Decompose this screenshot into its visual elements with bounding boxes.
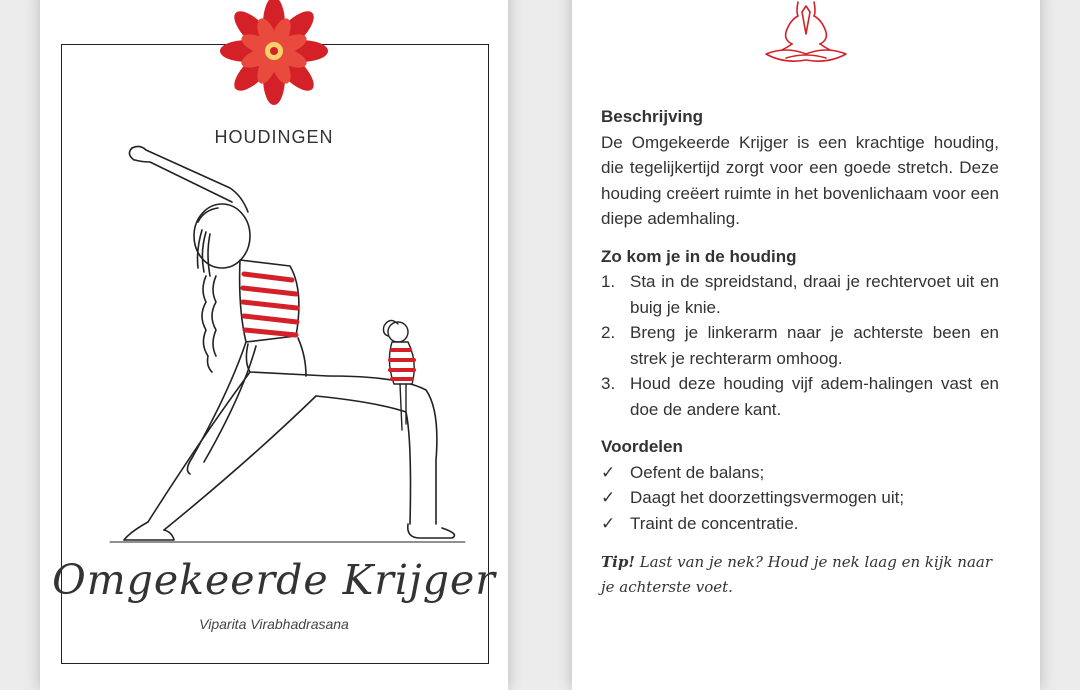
card-content xyxy=(601,104,999,600)
checkmark-icon: ✓ xyxy=(601,488,616,507)
step-number: 1. xyxy=(601,272,616,291)
list-item xyxy=(601,485,999,511)
list-item xyxy=(601,511,999,537)
step-text: Sta in de spreidstand, draai je rechtervoet uit en buig je knie. xyxy=(630,272,999,317)
checkmark-icon: ✓ xyxy=(601,462,616,482)
description-text: De Omgekeerde Krijger is een krachtige houding, die tegelijkertijd zorgt voor een goede stretch. Deze houding creëert ruimte in het bovenlichaam voor een diepe ademhaling. xyxy=(601,132,999,228)
step-number: 3. xyxy=(601,374,616,393)
tip-label: Tip! xyxy=(601,553,635,571)
list-item xyxy=(601,371,999,422)
pose-sanskrit-name: Viparita Virabhadrasana xyxy=(199,616,349,632)
description-heading: Beschrijving xyxy=(601,107,704,126)
checkmark-icon: ✓ xyxy=(601,513,616,533)
list-item xyxy=(601,269,999,320)
benefit-text: Oefent de balans; xyxy=(630,462,765,482)
description-section xyxy=(601,104,999,232)
tip-note xyxy=(601,550,999,600)
steps-list xyxy=(601,269,999,422)
red-flower-icon xyxy=(219,0,329,106)
back-card xyxy=(572,0,1040,690)
step-number: 2. xyxy=(601,323,616,342)
meditation-figure-icon xyxy=(756,0,856,66)
benefits-list xyxy=(601,460,999,537)
steps-heading: Zo kom je in de houding xyxy=(601,246,797,266)
pose-name: Omgekeerde Krijger xyxy=(52,556,496,604)
tip-text: Last van je nek? Houd je nek laag en kijk naar je achterste voet. xyxy=(601,553,992,596)
step-text: Breng je linkerarm naar je achterste been en strek je rechterarm omhoog. xyxy=(630,323,999,368)
parrot-illustration xyxy=(378,312,424,434)
benefit-text: Daagt het doorzettingsvermogen uit; xyxy=(630,488,905,507)
list-item xyxy=(601,460,999,486)
steps-section xyxy=(601,244,999,423)
benefit-text: Traint de concentratie. xyxy=(630,513,799,533)
benefits-section xyxy=(601,434,999,536)
list-item xyxy=(601,320,999,371)
benefits-heading: Voordelen xyxy=(601,437,683,456)
front-card xyxy=(40,0,508,690)
step-text: Houd deze houding vijf adem-halingen vast en doe de andere kant. xyxy=(630,374,999,419)
card-category: HOUDINGEN xyxy=(214,127,334,147)
